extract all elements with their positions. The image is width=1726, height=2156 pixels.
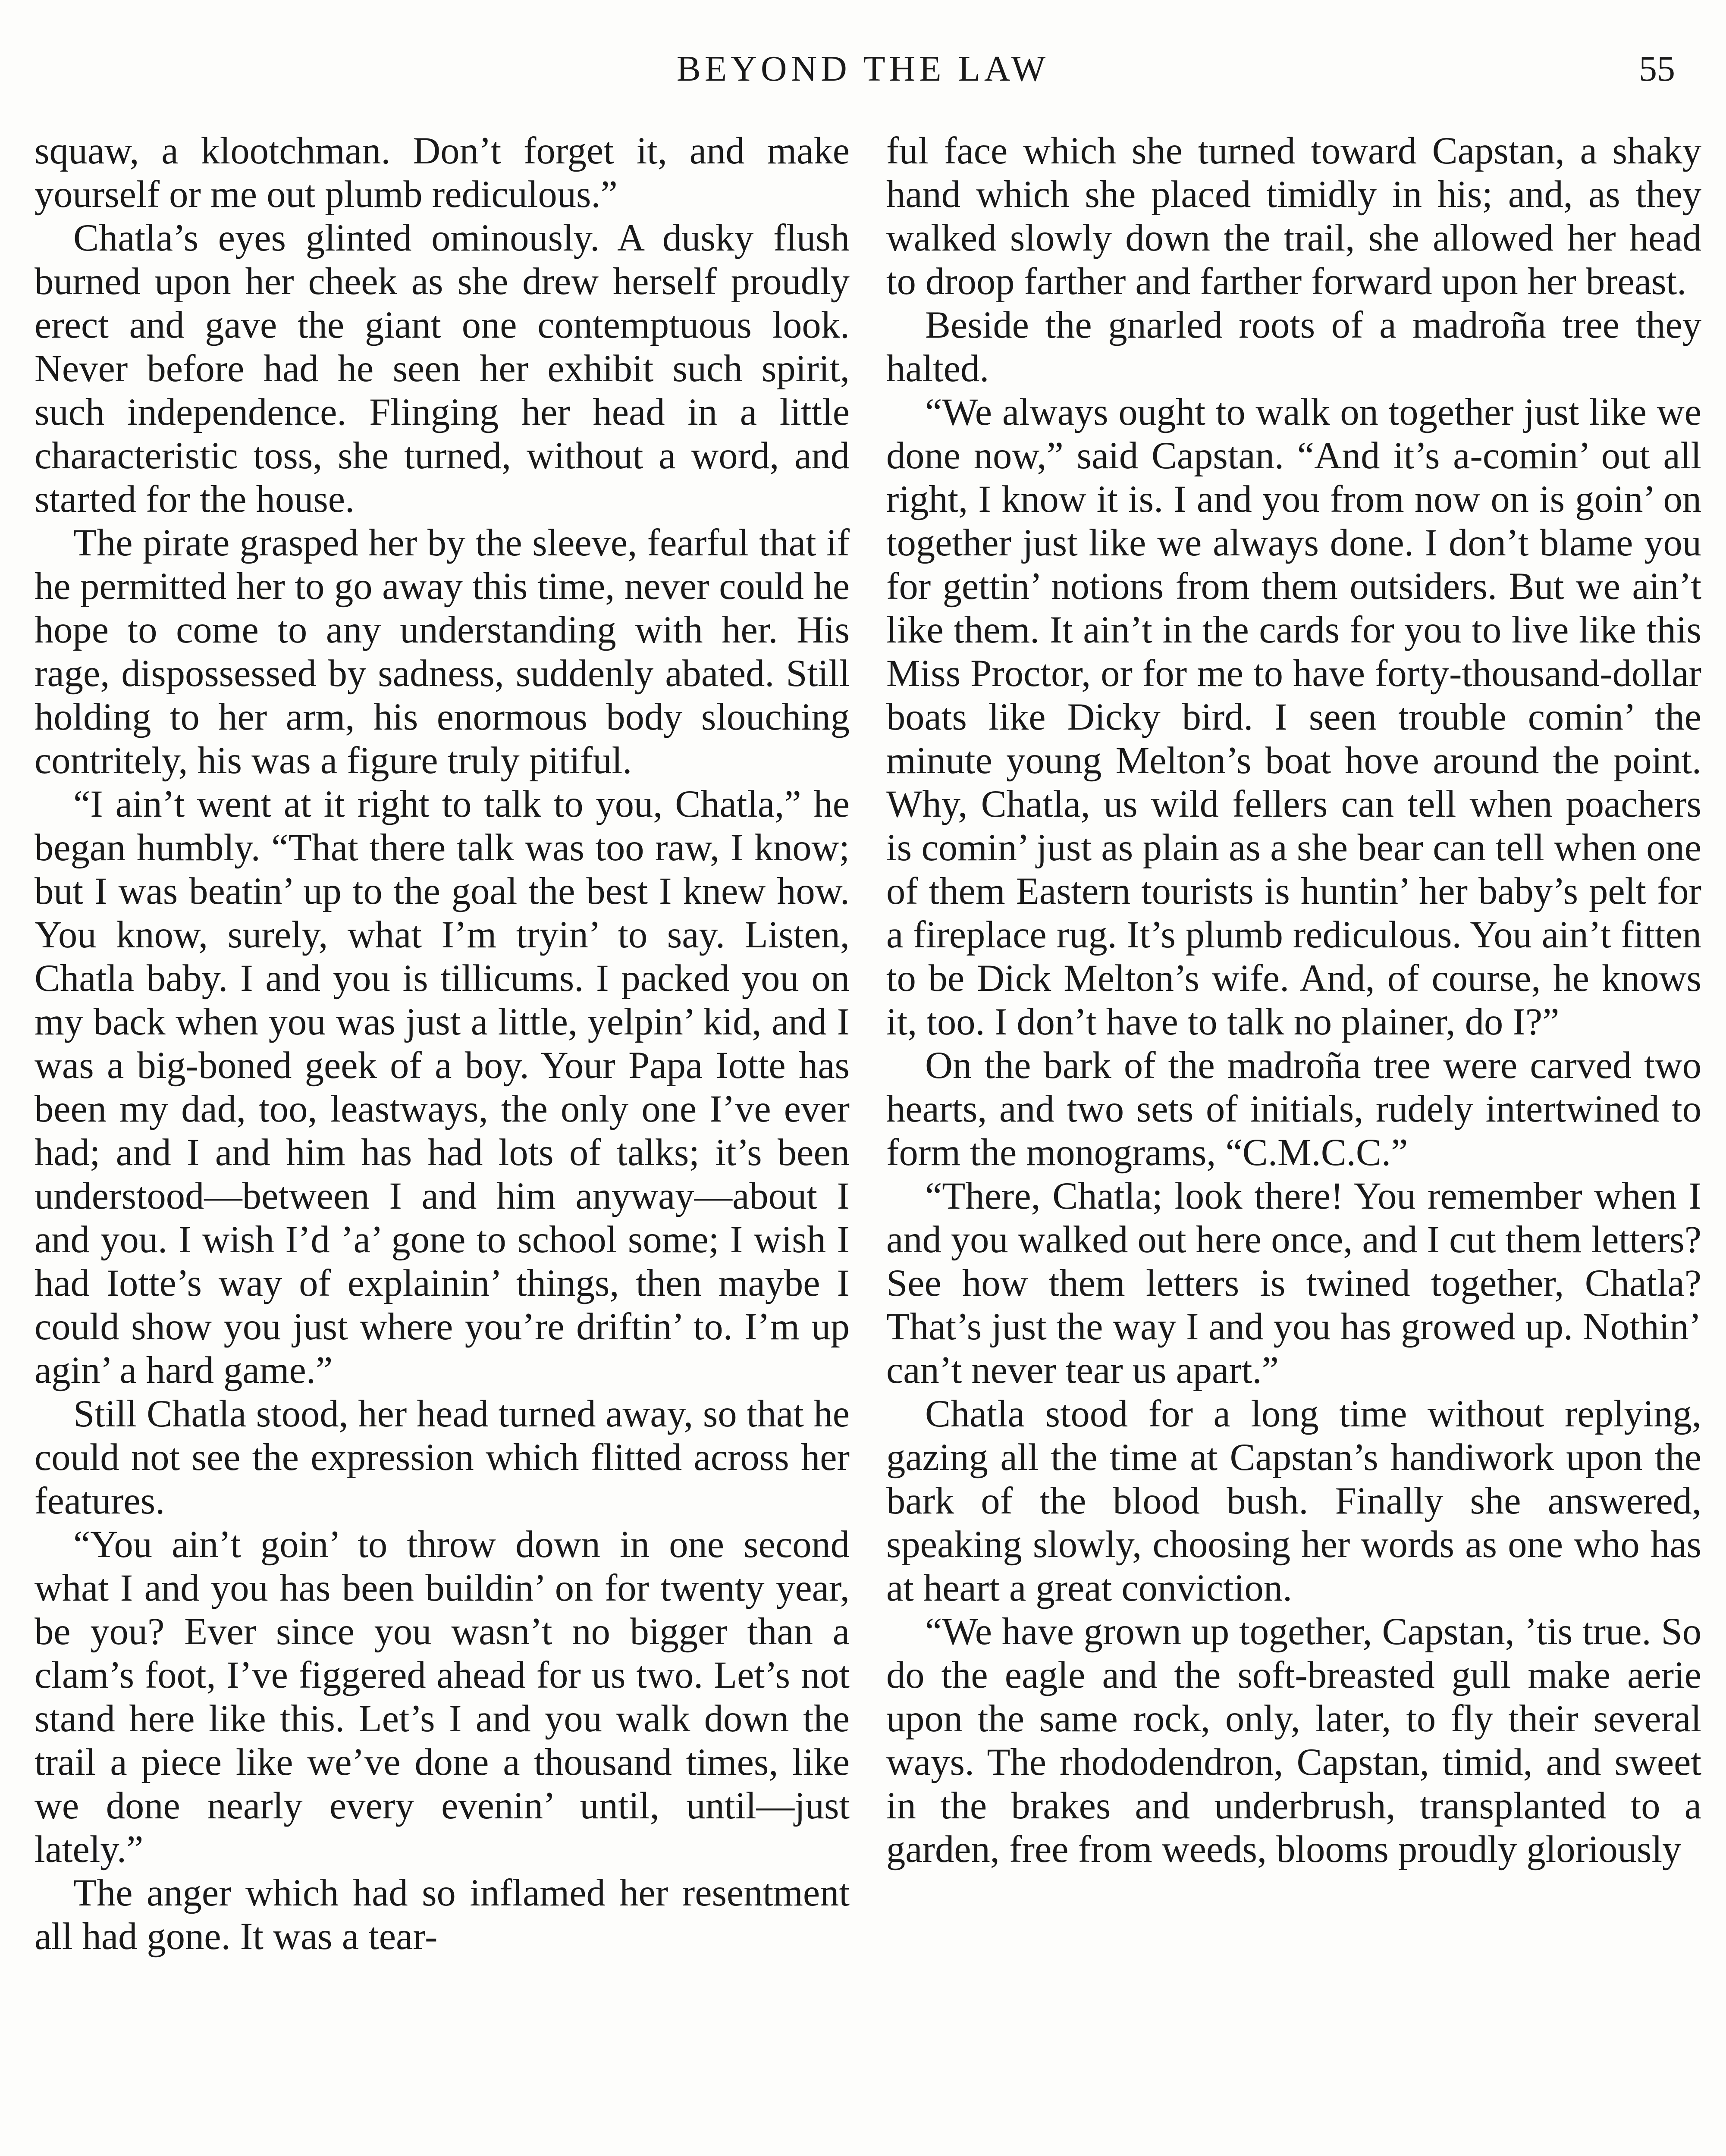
paragraph: Still Chatla stood, her head turned away, so that he could not see the expression which flitted across her features. xyxy=(35,1393,850,1522)
paragraph: The anger which had so inflamed her resentment all had gone. It was a tear- xyxy=(35,1872,850,1958)
paragraph: On the bark of the madroña tree were carved two hearts, and two sets of initials, rudely intertwined to form the monograms, “C.M.C.C.” xyxy=(886,1044,1701,1174)
running-header xyxy=(0,43,1726,95)
paragraph: “I ain’t went at it right to talk to you, Chatla,” he began humbly. “That there talk was too raw, I know; but I was beatin’ up to the goal the best I knew how. You know, surely, what I’m tryin’ to say. Listen, Chatla baby. I and you is tillicums. I packed you on my back when you was just a little, yelpin’ kid, and I was a big-boned geek of a boy. Your Papa Iotte has been my dad, too, leastways, the only one I’ve ever had; and I and him has had lots of talks; it’s been understood—between I and him anyway—about I and you. I wish I’d ’a’ gone to school some; I wish I had Iotte’s way of explainin’ things, then maybe I could show you just where you’re driftin’ to. I’m up agin’ a hard game.” xyxy=(35,783,850,1391)
paragraph: “We always ought to walk on together just like we done now,” said Capstan. “And it’s a-comin’ out all right, I know it is. I and you from now on is goin’ on together just like we always done. I don’t blame you for gettin’ notions from them outsiders. But we ain’t like them. It ain’t in the cards for you to live like this Miss Proctor, or for me to have forty-thousand-dollar boats like Dicky bird. I seen trouble comin’ the minute young Melton’s boat hove around the point. Why, Chatla, us wild fellers can tell when poachers is comin’ just as plain as a she bear can tell when one of them Eastern tourists is huntin’ her baby’s pelt for a fireplace rug. It’s plumb rediculous. You ain’t fitten to be Dick Melton’s wife. And, of course, he knows it, too. I don’t have to talk no plainer, do I?” xyxy=(886,391,1701,1043)
left-column xyxy=(35,129,850,1959)
paragraph: ful face which she turned toward Capstan, a shaky hand which she placed timidly in his; and, as they walked slowly down the trail, she allowed her head to droop farther and farther forward upon her breast. xyxy=(886,130,1701,303)
paragraph: squaw, a klootchman. Don’t forget it, and make yourself or me out plumb rediculous.” xyxy=(35,130,850,216)
paragraph: “We have grown up together, Capstan, ’tis true. So do the eagle and the soft-breasted gull make aerie upon the same rock, only, later, to fly their several ways. The rhododendron, Capstan, timid, and sweet in the brakes and underbrush, transplanted to a garden, free from weeds, blooms proudly gloriously xyxy=(886,1611,1701,1871)
paragraph: Chatla’s eyes glinted ominously. A dusky flush burned upon her cheek as she drew herself proudly erect and gave the giant one contemptuous look. Never before had he seen her exhibit such spirit, such independence. Flinging her head in a little characteristic toss, she turned, without a word, and started for the house. xyxy=(35,217,850,520)
paragraph: Beside the gnarled roots of a madroña tree they halted. xyxy=(886,304,1701,390)
page-number: 55 xyxy=(1639,49,1675,89)
running-title: BEYOND THE LAW xyxy=(676,49,1050,89)
paragraph: “There, Chatla; look there! You remember when I and you walked out here once, and I cut them letters? See how them letters is twined together, Chatla? That’s just the way I and you has growed up. Nothin’ can’t never tear us apart.” xyxy=(886,1175,1701,1391)
paragraph: Chatla stood for a long time without replying, gazing all the time at Capstan’s handiwork upon the bark of the blood bush. Finally she answered, speaking slowly, choosing her words as one who has at heart a great conviction. xyxy=(886,1393,1701,1609)
right-column xyxy=(886,129,1701,1871)
paragraph: “You ain’t goin’ to throw down in one second what I and you has been buildin’ on for twenty year, be you? Ever since you wasn’t no bigger than a clam’s foot, I’ve figgered ahead for us two. Let’s not stand here like this. Let’s I and you walk down the trail a piece like we’ve done a thousand times, like we done nearly every evenin’ until, until—just lately.” xyxy=(35,1523,850,1871)
paragraph: The pirate grasped her by the sleeve, fearful that if he permitted her to go away this time, never could he hope to come to any understanding with her. His rage, dispossessed by sadness, suddenly abated. Still holding to her arm, his enormous body slouching contritely, his was a figure truly pitiful. xyxy=(35,522,850,782)
